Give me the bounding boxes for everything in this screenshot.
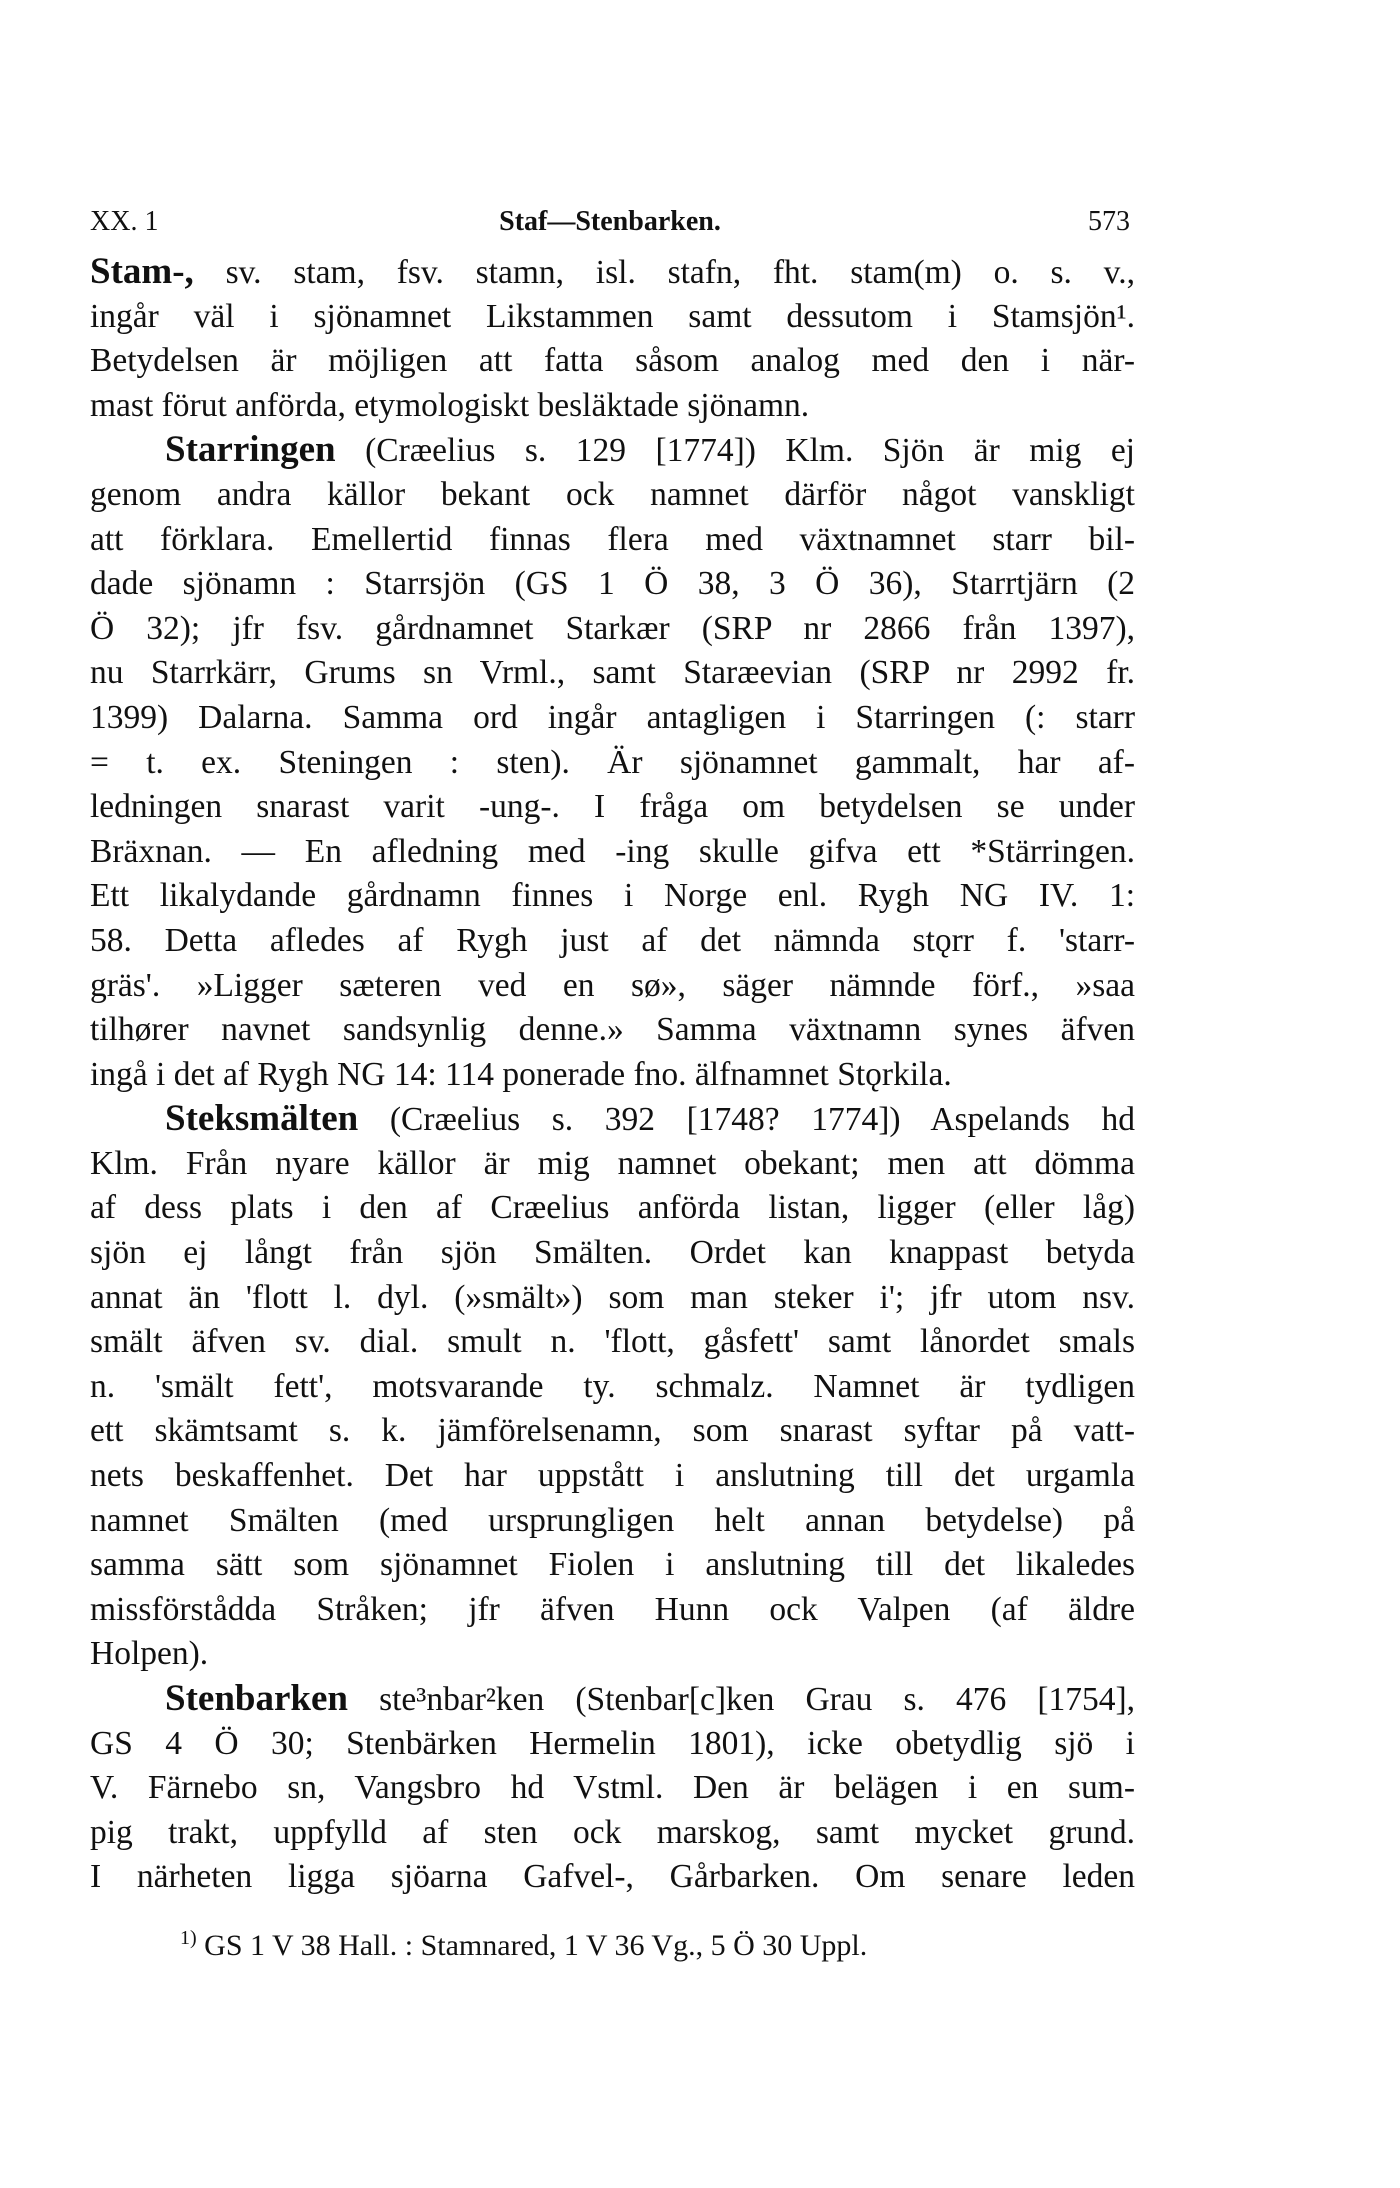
text-line: Holpen). — [90, 1635, 209, 1673]
text-line: missförstådda Stråken; jfr äfven Hunn ock Valpen (af äldre — [90, 1590, 1135, 1628]
text-line: samma sätt som sjönamnet Fiolen i anslutning till det likaledes — [90, 1546, 1135, 1584]
body-text — [90, 250, 1135, 1900]
text-line: V. Färnebo sn, Vangsbro hd Vstml. Den är belägen i en sum- — [90, 1769, 1135, 1807]
footnote-marker: 1) — [180, 1927, 197, 1949]
text-line: Steksmälten (Cræelius s. 392 [1748? 1774]) Aspelands hd — [165, 1098, 1135, 1140]
text-line: 58. Detta afledes af Rygh just af det nämnda stǫrr f. 'starr- — [90, 921, 1135, 959]
text-line: Bräxnan. — En afledning med -ing skulle gifva ett *Stärringen. — [90, 832, 1135, 870]
section-number: XX. 1 — [90, 206, 159, 237]
text-line: ingå i det af Rygh NG 14: 114 ponerade fno. älfnamnet Stǫrkila. — [90, 1055, 952, 1093]
running-header — [90, 202, 1130, 242]
text-line: annat än 'flott l. dyl. (»smält») som man steker i'; jfr utom nsv. — [90, 1278, 1135, 1316]
text-line: ett skämtsamt s. k. jämförelsenamn, som snarast syftar på vatt- — [90, 1412, 1135, 1450]
text-line: gräs'. »Ligger sæteren ved en sø», säger nämnde förf., »saa — [90, 966, 1135, 1004]
running-title: Staf—Stenbarken. — [499, 206, 721, 237]
text-line: sjön ej långt från sjön Smälten. Ordet kan knappast betyda — [90, 1234, 1135, 1272]
text-line: Starringen (Cræelius s. 129 [1774]) Klm. Sjön är mig ej — [165, 429, 1135, 471]
text-line: namnet Smälten (med ursprungligen helt annan betydelse) på — [90, 1501, 1135, 1539]
text-line: n. 'smält fett', motsvarande ty. schmalz. Namnet är tydligen — [90, 1367, 1135, 1405]
text-line: dade sjönamn : Starrsjön (GS 1 Ö 38, 3 Ö 36), Starrtjärn (2 — [90, 565, 1135, 603]
text-line: Ö 32); jfr fsv. gårdnamnet Starkær (SRP nr 2866 från 1397), — [90, 609, 1135, 647]
text-line: tilhører navnet sandsynlig denne.» Samma växtnamn synes äfven — [90, 1011, 1135, 1049]
text-line: pig trakt, uppfylld af sten ock marskog, samt mycket grund. — [90, 1813, 1135, 1851]
text-line: ingår väl i sjönamnet Likstammen samt dessutom i Stamsjön¹. — [90, 297, 1135, 335]
footnote-text: GS 1 V 38 Hall. : Stamnared, 1 V 36 Vg., 5 Ö 30 Uppl. — [204, 1929, 868, 1962]
footnote — [180, 1918, 1080, 1966]
text-line: nets beskaffenhet. Det har uppstått i anslutning till det urgamla — [90, 1457, 1135, 1495]
text-line: genom andra källor bekant ock namnet därför något vanskligt — [90, 475, 1135, 513]
text-line: Betydelsen är möjligen att fatta såsom analog med den i när- — [90, 342, 1135, 380]
text-line: Stenbarken ste³nbar²ken (Stenbar[c]ken Grau s. 476 [1754], — [165, 1678, 1135, 1719]
page-number: 573 — [1088, 206, 1130, 237]
text-line: GS 4 Ö 30; Stenbärken Hermelin 1801), icke obetydlig sjö i — [90, 1724, 1135, 1762]
text-line: 1399) Dalarna. Samma ord ingår antagligen i Starringen (: starr — [90, 698, 1135, 736]
text-line: af dess plats i den af Cræelius anförda listan, ligger (eller låg) — [90, 1189, 1135, 1227]
text-line: nu Starrkärr, Grums sn Vrml., samt Staræevian (SRP nr 2992 fr. — [90, 654, 1135, 692]
text-line: Klm. Från nyare källor är mig namnet obekant; men att dömma — [90, 1144, 1135, 1182]
text-line: Ett likalydande gårdnamn finnes i Norge enl. Rygh NG IV. 1: — [90, 877, 1135, 915]
text-line: smält äfven sv. dial. smult n. 'flott, gåsfett' samt lånordet smals — [90, 1323, 1135, 1361]
text-line: I närheten ligga sjöarna Gafvel-, Gårbarken. Om senare leden — [90, 1858, 1135, 1896]
text-line: ledningen snarast varit -ung-. I fråga om betydelsen se under — [90, 788, 1135, 826]
text-line: = t. ex. Steningen : sten). Är sjönamnet gammalt, har af- — [90, 743, 1135, 781]
text-line: Stam-, sv. stam, fsv. stamn, isl. stafn, fht. stam(m) o. s. v., — [90, 251, 1135, 292]
text-line: att förklara. Emellertid finnas flera med växtnamnet starr bil- — [90, 520, 1135, 558]
text-line: mast förut anförda, etymologiskt besläktade sjönamn. — [90, 386, 810, 424]
